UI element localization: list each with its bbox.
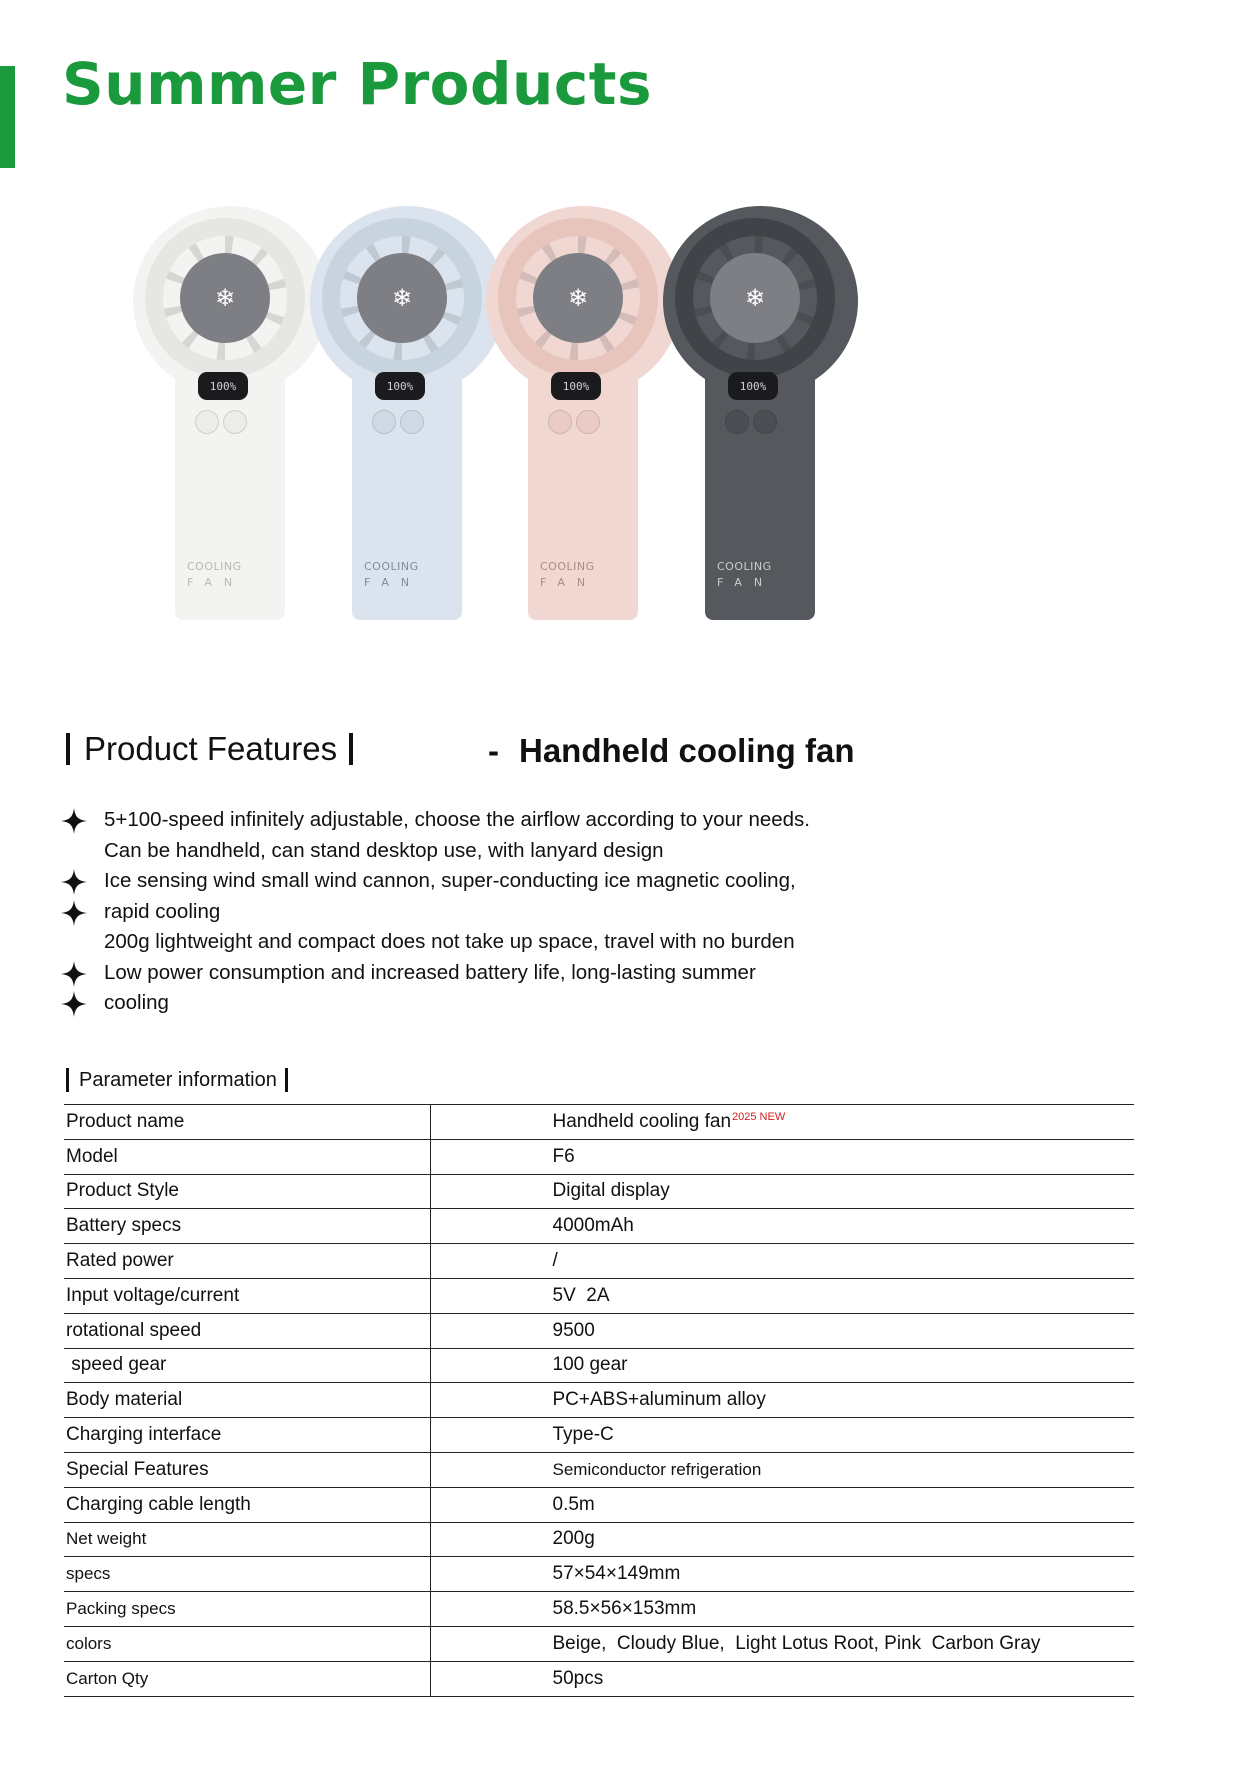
param-key-text: colors [66, 1633, 112, 1653]
feature-item [60, 866, 960, 897]
feature-text: Low power consumption and increased battery life, long-lasting summer [104, 960, 756, 984]
param-key [64, 1348, 430, 1383]
param-key [64, 1522, 430, 1557]
param-key [64, 1383, 430, 1418]
fan-button [372, 410, 396, 434]
battery-display: 100% [375, 372, 425, 400]
param-value-text: Type-C [552, 1424, 614, 1446]
fan-button [195, 410, 219, 434]
param-key [64, 1209, 430, 1244]
battery-display: 100% [198, 372, 248, 400]
param-value [430, 1626, 1134, 1661]
feature-item [60, 988, 960, 1019]
subtitle-dash: - [488, 732, 499, 769]
feature-item [60, 897, 960, 928]
heading-divider [66, 1068, 69, 1092]
param-value [430, 1522, 1134, 1557]
param-value [430, 1383, 1134, 1418]
param-key [64, 1139, 430, 1174]
param-value-text: PC+ABS+aluminum alloy [552, 1389, 766, 1411]
param-key [64, 1487, 430, 1522]
param-value [430, 1209, 1134, 1244]
subtitle-text: Handheld cooling fan [519, 732, 855, 769]
brand-text: COOLING [540, 560, 595, 573]
features-list [60, 805, 960, 1019]
four-point-star-icon [60, 899, 88, 927]
param-key-text: rotational speed [66, 1319, 202, 1341]
table-row [64, 1244, 1134, 1279]
param-value-text: 100 gear [552, 1354, 628, 1376]
param-value [430, 1174, 1134, 1209]
param-value [430, 1244, 1134, 1279]
brand-text: FAN [717, 576, 775, 589]
page-title: Summer Products [62, 50, 652, 118]
feature-text: rapid cooling [104, 899, 221, 923]
feature-text: Ice sensing wind small wind cannon, super-conducting ice magnetic cooling, [104, 869, 796, 892]
param-key-text: Product name [66, 1110, 185, 1132]
snowflake-icon: ❄ [533, 253, 623, 343]
table-row [64, 1487, 1134, 1522]
fan-button [548, 410, 572, 434]
heading-divider [66, 733, 70, 765]
feature-text: 200g lightweight and compact does not take up space, travel with no burden [104, 930, 795, 953]
param-value [430, 1418, 1134, 1453]
fan-button [753, 410, 777, 434]
param-value-text: 9500 [552, 1319, 595, 1341]
param-value-text: 58.5×56×153mm [552, 1598, 697, 1620]
param-heading [66, 1068, 288, 1092]
table-row [64, 1278, 1134, 1313]
battery-display: 100% [551, 372, 601, 400]
param-key-text: Net weight [66, 1529, 147, 1549]
four-point-star-icon [60, 868, 88, 896]
param-heading-label: Parameter information [79, 1068, 277, 1091]
parameter-table [64, 1104, 1134, 1697]
brand-text: FAN [187, 576, 245, 589]
features-heading-label: Product Features [84, 730, 338, 767]
param-key-text: Special Features [66, 1458, 209, 1480]
four-point-star-icon [60, 960, 88, 988]
table-row [64, 1174, 1134, 1209]
param-key-text: Product Style [66, 1180, 179, 1202]
table-row [64, 1626, 1134, 1661]
feature-text: Can be handheld, can stand desktop use, with lanyard design [104, 838, 664, 862]
brand-text: FAN [364, 576, 422, 589]
table-row [64, 1209, 1134, 1244]
param-value-text: 50pcs [552, 1667, 604, 1689]
product-subtitle [488, 732, 855, 770]
param-value-text: / [552, 1250, 558, 1272]
feature-item [60, 805, 960, 836]
param-value-text: 5V 2A [552, 1284, 610, 1306]
snowflake-icon: ❄ [357, 253, 447, 343]
table-row [64, 1592, 1134, 1627]
param-key [64, 1174, 430, 1209]
param-key-text: Packing specs [66, 1599, 176, 1619]
four-point-star-icon [60, 990, 88, 1018]
param-key-text: Rated power [66, 1250, 174, 1272]
param-value-text: Handheld cooling fan [552, 1110, 732, 1132]
param-value-text: Semiconductor refrigeration [552, 1459, 762, 1479]
param-key [64, 1592, 430, 1627]
fan-button [725, 410, 749, 434]
features-heading [66, 730, 353, 768]
table-row [64, 1522, 1134, 1557]
table-row [64, 1313, 1134, 1348]
heading-divider [285, 1068, 288, 1092]
table-row [64, 1348, 1134, 1383]
param-key [64, 1418, 430, 1453]
heading-divider [349, 733, 353, 765]
param-value [430, 1105, 1134, 1140]
param-key [64, 1557, 430, 1592]
feature-item [60, 836, 960, 867]
four-point-star-icon [60, 807, 88, 835]
feature-item [60, 958, 960, 989]
brand-text: COOLING [364, 560, 419, 573]
param-key-text: Battery specs [66, 1215, 182, 1237]
param-value [430, 1278, 1134, 1313]
param-value-text: 200g [552, 1528, 595, 1550]
fan-button [576, 410, 600, 434]
product-image-carbon-gray [655, 200, 865, 630]
param-value-text: 0.5m [552, 1493, 595, 1515]
param-key-text: Carton Qty [66, 1668, 149, 1688]
brand-text: COOLING [717, 560, 772, 573]
table-row [64, 1452, 1134, 1487]
param-value-text: 4000mAh [552, 1215, 634, 1237]
param-value [430, 1557, 1134, 1592]
param-key-text: Body material [66, 1389, 183, 1411]
param-key [64, 1278, 430, 1313]
product-images [125, 200, 945, 630]
param-value-text: Beige, Cloudy Blue, Light Lotus Root, Pink Carbon Gray [552, 1632, 1041, 1654]
table-row [64, 1139, 1134, 1174]
snowflake-icon: ❄ [180, 253, 270, 343]
param-key [64, 1244, 430, 1279]
param-key [64, 1626, 430, 1661]
snowflake-icon: ❄ [710, 253, 800, 343]
table-row [64, 1661, 1134, 1696]
param-key [64, 1661, 430, 1696]
battery-display: 100% [728, 372, 778, 400]
param-key-text: Input voltage/current [66, 1284, 240, 1306]
param-value [430, 1487, 1134, 1522]
param-key [64, 1105, 430, 1140]
feature-text: 5+100-speed infinitely adjustable, choose the airflow according to your needs. [104, 808, 810, 831]
fan-button [400, 410, 424, 434]
param-value [430, 1592, 1134, 1627]
brand-text: FAN [540, 576, 598, 589]
param-value-text: F6 [552, 1145, 575, 1167]
param-value [430, 1661, 1134, 1696]
table-row [64, 1418, 1134, 1453]
brand-text: COOLING [187, 560, 242, 573]
fan-button [223, 410, 247, 434]
param-value [430, 1452, 1134, 1487]
param-key-text: Model [66, 1145, 118, 1167]
param-value [430, 1139, 1134, 1174]
table-row [64, 1557, 1134, 1592]
param-value-text: 57×54×149mm [552, 1563, 681, 1585]
table-row [64, 1105, 1134, 1140]
new-badge: 2025 NEW [732, 1110, 786, 1123]
param-key-text: Charging interface [66, 1424, 222, 1446]
param-key-text: Charging cable length [66, 1493, 251, 1515]
feature-item [60, 927, 960, 958]
param-value [430, 1313, 1134, 1348]
param-key-text: specs [66, 1564, 111, 1584]
param-key [64, 1452, 430, 1487]
param-value [430, 1348, 1134, 1383]
feature-text: cooling [104, 991, 169, 1014]
table-row [64, 1383, 1134, 1418]
accent-bar [0, 66, 15, 168]
param-key [64, 1313, 430, 1348]
param-key-text: speed gear [66, 1354, 167, 1376]
param-value-text: Digital display [552, 1180, 670, 1202]
